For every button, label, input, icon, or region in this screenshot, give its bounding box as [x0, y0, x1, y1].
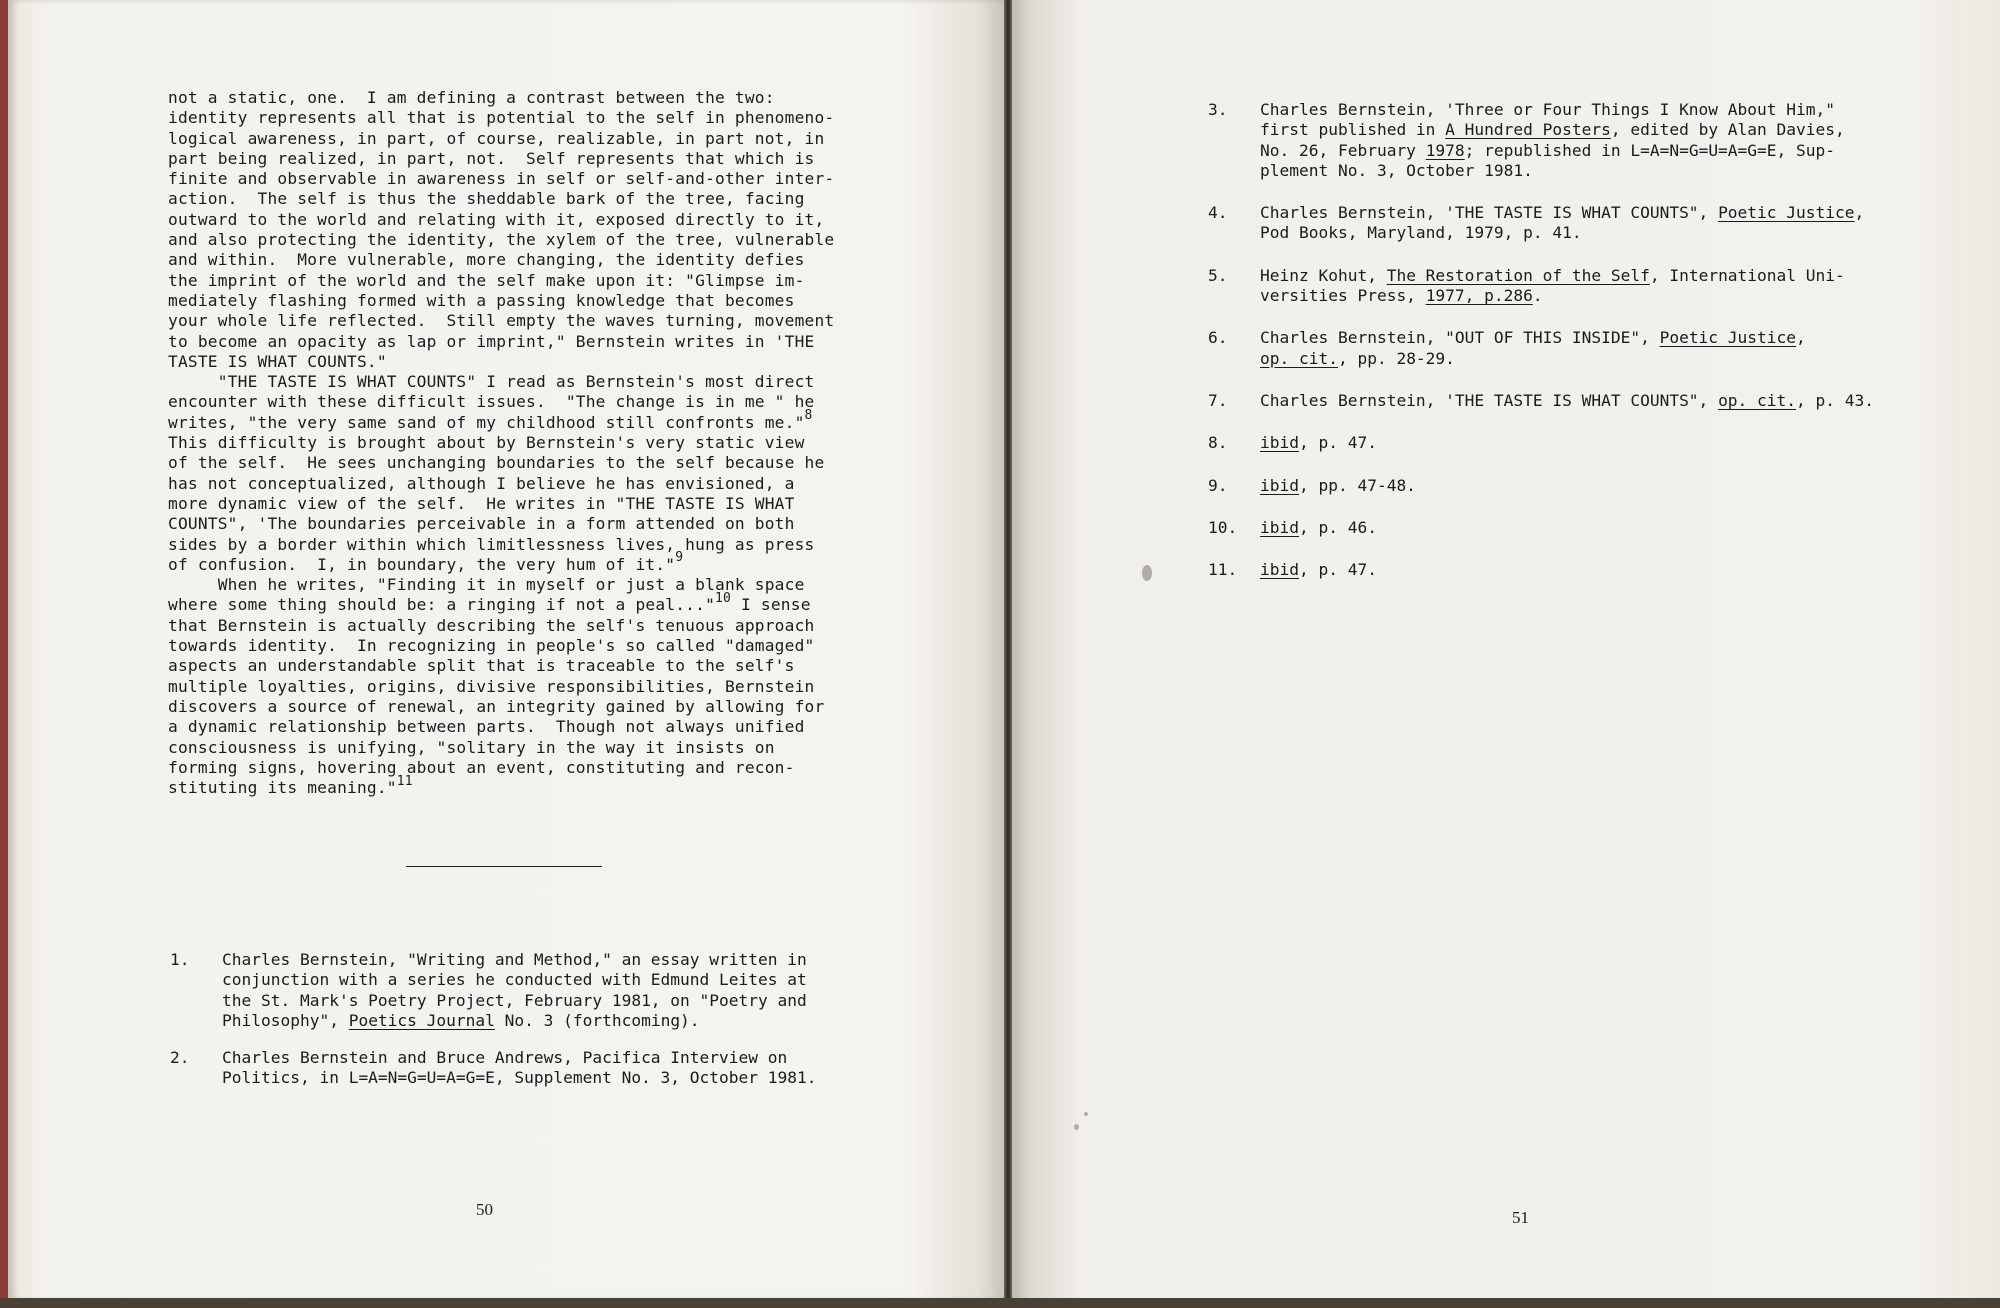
footnote-line — [1260, 286, 1928, 306]
citation-text: Heinz Kohut, — [1260, 265, 1387, 285]
paper-blemish — [1074, 1124, 1079, 1130]
essay-text: action. The self is thus the sheddable bark of the tree, facing — [168, 189, 805, 209]
footnote-separator — [406, 866, 602, 867]
footnote-number: 9. — [1208, 475, 1228, 495]
book-gutter — [1004, 0, 1012, 1308]
underlined-title: Poetic Justice — [1659, 328, 1797, 348]
citation-text: Philosophy", — [222, 1010, 349, 1030]
footnote-reference: 9 — [675, 550, 684, 566]
essay-text: and also protecting the identity, the xylem of the tree, vulnerable — [168, 230, 835, 250]
essay-body — [168, 88, 868, 798]
citation-text: , p. 46. — [1298, 517, 1377, 537]
citation-text: Charles Bernstein and Bruce Andrews, Pacifica Interview on — [222, 1048, 788, 1068]
left-page — [8, 0, 1004, 1300]
citation-text: Charles Bernstein, "Writing and Method," an essay written in — [222, 950, 807, 969]
footnote-number: 4. — [1208, 203, 1228, 223]
essay-text: identity represents all that is potential to the self in phenomeno- — [168, 108, 835, 128]
underlined-title: Poetics Journal — [348, 1010, 495, 1030]
footnote-line — [1260, 328, 1928, 348]
footnote-line — [1260, 100, 1928, 120]
essay-paragraph — [168, 88, 868, 372]
essay-text: that Bernstein is actually describing the self's tenuous approach — [168, 615, 815, 635]
essay-text: multiple loyalties, origins, divisive responsibilities, Bernstein — [168, 676, 815, 696]
underlined-title: ibid — [1260, 517, 1299, 537]
footnote-text — [1260, 560, 1928, 580]
citation-text: , — [1854, 203, 1865, 223]
footnote — [1208, 433, 1928, 453]
essay-text: has not conceptualized, although I believe he has envisioned, a — [168, 473, 795, 493]
essay-text: logical awareness, in part, of course, realizable, in part not, in — [168, 128, 825, 148]
essay-text: your whole life reflected. Still empty the waves turning, movement — [168, 311, 835, 331]
underlined-title: op. cit. — [1260, 348, 1338, 368]
essay-text: a dynamic relationship between parts. Though not always unified — [168, 717, 805, 737]
footnote-number: 1. — [170, 950, 190, 969]
page-bottom-edge — [0, 1298, 2000, 1308]
underlined-title: op. cit. — [1718, 390, 1797, 410]
essay-text: and within. More vulnerable, more changing, the identity defies — [168, 250, 805, 270]
footnote — [1208, 391, 1928, 411]
essay-text: outward to the world and relating with it, exposed directly to it, — [168, 209, 825, 229]
footnote-line — [222, 1011, 890, 1031]
underlined-title: 1977, p.286 — [1425, 286, 1533, 306]
footnote-number: 5. — [1208, 265, 1228, 285]
essay-text: aspects an understandable split that is traceable to the self's — [168, 656, 795, 676]
footnote — [1208, 328, 1928, 369]
citation-text: , — [1796, 328, 1806, 348]
essay-text: forming signs, hovering about an event, constituting and recon- — [168, 757, 795, 777]
footnote-number: 11. — [1208, 560, 1238, 580]
footnote-line — [1260, 349, 1928, 369]
underlined-title: The Restoration of the Self — [1386, 265, 1650, 285]
citation-text: conjunction with a series he conducted with Edmund Leites at — [222, 970, 807, 990]
footnote-reference: 8 — [804, 408, 813, 424]
footnote-text — [1260, 266, 1928, 307]
underlined-title: Poetic Justice — [1718, 203, 1855, 223]
footnotes-right — [1208, 100, 1928, 602]
citation-text: Charles Bernstein, 'THE TASTE IS WHAT COUNTS", — [1260, 390, 1719, 410]
footnote — [1208, 518, 1928, 538]
footnote-text — [1260, 100, 1928, 181]
paper-blemish — [1084, 1112, 1088, 1116]
underlined-title: ibid — [1260, 560, 1299, 580]
essay-text: to become an opacity as lap or imprint," Bernstein writes in 'THE — [168, 331, 815, 351]
essay-text: of the self. He sees unchanging boundaries to the self because he — [168, 453, 825, 473]
essay-text: I sense — [731, 595, 811, 615]
paper-blemish — [1142, 565, 1152, 581]
essay-text: stituting its meaning." — [168, 778, 397, 798]
essay-text: more dynamic view of the self. He writes in "THE TASTE IS WHAT — [168, 493, 795, 513]
citation-text: , p. 43. — [1796, 390, 1874, 410]
footnote — [1208, 476, 1928, 496]
citation-text: , p. 47. — [1298, 433, 1377, 453]
citation-text: Charles Bernstein, 'Three or Four Things I Know About Him," — [1260, 100, 1835, 119]
essay-text: encounter with these difficult issues. "The change is in me " he — [168, 392, 815, 412]
footnote — [1208, 266, 1928, 307]
citation-text: first published in — [1260, 120, 1446, 140]
citation-text: the St. Mark's Poetry Project, February 1981, on "Poetry and — [222, 990, 807, 1010]
essay-text: TASTE IS WHAT COUNTS." — [168, 351, 387, 371]
footnote-line — [222, 1048, 890, 1068]
essay-text: towards identity. In recognizing in people's so called "damaged" — [168, 636, 815, 656]
essay-text: "THE TASTE IS WHAT COUNTS" I read as Bernstein's most direct — [168, 372, 815, 392]
citation-text: , pp. 47-48. — [1298, 475, 1416, 495]
essay-text: where some thing should be: a ringing if not a peal..." — [168, 595, 716, 615]
footnote-number: 7. — [1208, 390, 1228, 410]
citation-text: , pp. 28-29. — [1337, 348, 1455, 368]
essay-text: part being realized, in part, not. Self represents that which is — [168, 148, 815, 168]
essay-text: This difficulty is brought about by Bernstein's very static view — [168, 433, 805, 453]
footnote-line — [222, 1068, 890, 1088]
footnotes-left — [170, 950, 890, 1106]
citation-text: No. 26, February — [1260, 140, 1426, 160]
citation-text: . — [1532, 286, 1543, 306]
footnote-reference: 10 — [715, 591, 732, 607]
footnote-line — [222, 970, 890, 990]
binding-edge — [0, 0, 8, 1308]
citation-text: , edited by Alan Davies, — [1610, 120, 1845, 140]
citation-text: No. 3 (forthcoming). — [494, 1010, 700, 1030]
essay-text: When he writes, "Finding it in myself or just a blank space — [168, 575, 805, 595]
footnote-number: 6. — [1208, 328, 1228, 348]
footnote-line — [1260, 120, 1928, 140]
footnote-line — [1260, 391, 1928, 411]
footnote-line — [1260, 266, 1928, 286]
citation-text: , p. 47. — [1298, 560, 1377, 580]
footnote-text — [1260, 203, 1928, 244]
footnote-text — [1260, 433, 1928, 453]
essay-text: finite and observable in awareness in self or self-and-other inter- — [168, 169, 835, 189]
footnote-line — [1260, 203, 1928, 223]
essay-paragraph — [168, 575, 868, 798]
page-number-left: 50 — [476, 1200, 493, 1219]
footnote — [1208, 203, 1928, 244]
citation-text: Charles Bernstein, 'THE TASTE IS WHAT COUNTS", — [1260, 203, 1719, 223]
citation-text: ; republished in L=A=N=G=U=A=G=E, Sup- — [1464, 140, 1836, 160]
citation-text: , International Uni- — [1649, 265, 1845, 285]
citation-text: Pod Books, Maryland, 1979, p. 41. — [1260, 223, 1582, 243]
essay-text: of confusion. I, in boundary, the very hum of it." — [168, 554, 676, 574]
footnote-reference: 11 — [396, 773, 413, 789]
footnote-text — [1260, 476, 1928, 496]
footnote — [1208, 100, 1928, 181]
footnote-line — [222, 991, 890, 1011]
footnote — [170, 1048, 890, 1089]
underlined-title: A Hundred Posters — [1445, 120, 1611, 140]
citation-text: Charles Bernstein, "OUT OF THIS INSIDE", — [1260, 328, 1660, 348]
underlined-title: 1978 — [1425, 140, 1465, 160]
footnote-text — [1260, 518, 1928, 538]
page-number-right: 51 — [1512, 1208, 1529, 1227]
essay-text: consciousness is unifying, "solitary in the way it insists on — [168, 737, 775, 757]
footnote-line — [1260, 560, 1928, 580]
essay-text: the imprint of the world and the self make upon it: "Glimpse im- — [168, 270, 805, 290]
footnote-text — [1260, 328, 1928, 369]
footnote-line — [222, 950, 890, 970]
right-page — [1012, 0, 2000, 1300]
footnote-line — [1260, 518, 1928, 538]
essay-text: sides by a border within which limitlessness lives, hung as press — [168, 534, 815, 554]
footnote — [1208, 560, 1928, 580]
essay-text: discovers a source of renewal, an integrity gained by allowing for — [168, 696, 825, 716]
footnote-text — [222, 950, 890, 1031]
footnote-line — [1260, 433, 1928, 453]
essay-paragraph — [168, 372, 868, 575]
essay-text: COUNTS", 'The boundaries perceivable in a form attended on both — [168, 514, 795, 534]
essay-text: mediately flashing formed with a passing knowledge that becomes — [168, 290, 795, 310]
footnote-number: 2. — [170, 1048, 190, 1068]
footnote-number: 10. — [1208, 517, 1238, 537]
footnote-line — [1260, 223, 1928, 243]
footnote — [170, 950, 890, 1031]
footnote-line — [1260, 476, 1928, 496]
footnote-text — [222, 1048, 890, 1089]
footnote-line — [1260, 141, 1928, 161]
underlined-title: ibid — [1260, 475, 1299, 495]
footnote-text — [1260, 391, 1928, 411]
essay-text: writes, "the very same sand of my childhood still confronts me." — [168, 412, 805, 432]
underlined-title: ibid — [1260, 433, 1299, 453]
footnote-line — [1260, 161, 1928, 181]
footnote-number: 3. — [1208, 100, 1228, 119]
essay-text: not a static, one. I am defining a contrast between the two: — [168, 88, 775, 107]
citation-text: versities Press, — [1260, 286, 1426, 306]
citation-text: Politics, in L=A=N=G=U=A=G=E, Supplement No. 3, October 1981. — [222, 1068, 817, 1088]
citation-text: plement No. 3, October 1981. — [1260, 160, 1533, 180]
footnote-number: 8. — [1208, 433, 1228, 453]
